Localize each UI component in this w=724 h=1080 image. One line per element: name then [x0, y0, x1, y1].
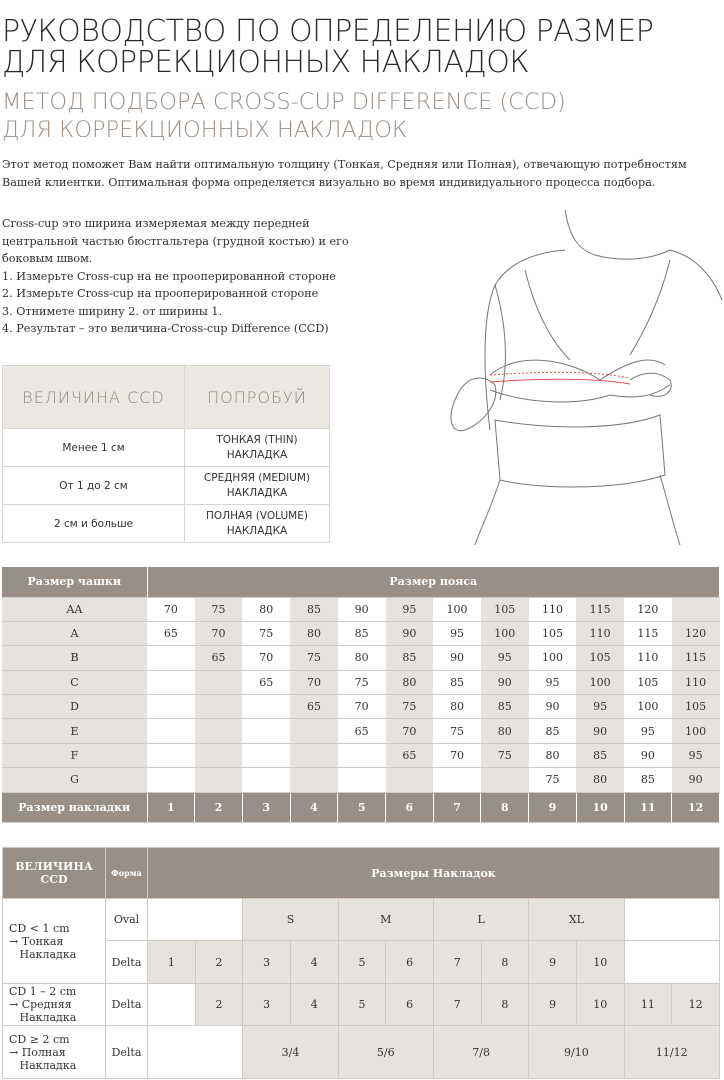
table-cell: 105: [672, 695, 720, 719]
table-cell: 115: [576, 597, 624, 621]
table-cell: 12: [672, 984, 720, 1026]
table-cell: 3: [243, 941, 291, 984]
table-cell: 1: [148, 941, 196, 984]
pad-size: 8: [481, 792, 529, 822]
table-cell: 75: [242, 621, 290, 645]
table-cell: 85: [338, 621, 386, 645]
table-cell: M: [338, 899, 433, 941]
table-cell: [624, 941, 719, 984]
instruction-line: Cross-cup это ширина измеряемая между передней: [2, 217, 310, 230]
table-cell: 75: [529, 768, 577, 792]
table-cell: 2 см и больше: [3, 505, 185, 543]
table-cell: 90: [481, 670, 529, 694]
cup-size: AA: [2, 597, 147, 621]
table-cell: 80: [433, 695, 481, 719]
cup-size: A: [2, 621, 147, 645]
table-cell: 4: [290, 984, 338, 1026]
table-cell: Delta: [106, 1026, 148, 1079]
table-cell: [195, 743, 243, 767]
table-cell: [148, 899, 243, 941]
header-ccd: ВЕЛИЧИНА CCD: [3, 366, 185, 429]
table-row: [2, 621, 720, 645]
table-cell: [148, 1026, 243, 1079]
table-cell: [147, 743, 195, 767]
table-cell: 100: [481, 621, 529, 645]
table-cell: [290, 743, 338, 767]
table-cell: 95: [386, 597, 434, 621]
table-cell: 80: [242, 597, 290, 621]
instruction-line: 4. Результат – это величина-Cross-cup Difference (CCD): [2, 322, 329, 335]
table-cell: 80: [576, 768, 624, 792]
table-cell: 4: [290, 941, 338, 984]
table-cell: 6: [386, 941, 434, 984]
table-cell: [242, 695, 290, 719]
table-row: [3, 1026, 720, 1079]
table-cell: 105: [481, 597, 529, 621]
table-cell: 115: [672, 646, 720, 670]
page-title-line1: РУКОВОДСТВО ПО ОПРЕДЕЛЕНИЮ РАЗМЕР: [2, 14, 654, 49]
table-cell: 7: [433, 941, 481, 984]
table-cell: 70: [195, 621, 243, 645]
table-cell: ПОЛНАЯ (VOLUME) НАКЛАДКА: [185, 505, 330, 543]
table-cell: 75: [290, 646, 338, 670]
table-cell: Менее 1 см: [3, 429, 185, 467]
table-cell: 11: [624, 984, 672, 1026]
table-cell: 85: [481, 695, 529, 719]
table-cell: Oval: [106, 899, 148, 941]
table-row: [2, 597, 720, 621]
table-cell: 75: [195, 597, 243, 621]
table-cell: [195, 695, 243, 719]
table-cell: 11/12: [624, 1026, 719, 1079]
table-row: [3, 467, 330, 505]
pad-size: 7: [433, 792, 481, 822]
table-cell: 95: [433, 621, 481, 645]
table-cell: 70: [242, 646, 290, 670]
table-cell: S: [243, 899, 338, 941]
table-cell: 115: [624, 621, 672, 645]
table-cell: 100: [624, 695, 672, 719]
table-cell: 3: [243, 984, 291, 1026]
table-cell: 65: [242, 670, 290, 694]
table-row: [3, 505, 330, 543]
table-cell: [195, 670, 243, 694]
table-row: [2, 792, 720, 822]
table-cell: [672, 597, 720, 621]
table-cell: 70: [433, 743, 481, 767]
cup-size: E: [2, 719, 147, 743]
table-cell: 120: [672, 621, 720, 645]
table-cell: 85: [624, 768, 672, 792]
table-cell: СРЕДНЯЯ (MEDIUM) НАКЛАДКА: [185, 467, 330, 505]
pad-size-label: Размер накладки: [2, 792, 147, 822]
pad-size: 5: [338, 792, 386, 822]
table-cell: 8: [481, 941, 529, 984]
cup-size: F: [2, 743, 147, 767]
table-cell: 100: [576, 670, 624, 694]
table-cell: 65: [147, 621, 195, 645]
table-cell: [147, 646, 195, 670]
table-cell: 65: [195, 646, 243, 670]
table-row: [3, 429, 330, 467]
table-cell: 105: [624, 670, 672, 694]
table-row: [3, 848, 720, 899]
intro-line2: Вашей клиентки. Оптимальная форма определяется визуально во время индивидуального процесса подбора.: [2, 176, 656, 189]
table-cell: 7/8: [433, 1026, 528, 1079]
header-sizes: Размеры Накладок: [148, 848, 720, 899]
header-try: ПОПРОБУЙ: [185, 366, 330, 429]
table-row: [2, 670, 720, 694]
table-cell: 65: [338, 719, 386, 743]
table-cell: 9: [529, 941, 577, 984]
table-row: [3, 984, 720, 1026]
intro-line1: Этот метод поможет Вам найти оптимальную толщину (Тонкая, Средняя или Полная), отвечающую потребностям: [2, 158, 687, 171]
instruction-line: 3. Отнимете ширину 2. от ширины 1.: [2, 304, 223, 318]
table-row: [2, 768, 720, 792]
table-cell: От 1 до 2 см: [3, 467, 185, 505]
table-cell: 90: [576, 719, 624, 743]
cup-size: G: [2, 768, 147, 792]
table-cell: 85: [290, 597, 338, 621]
table-cell: [147, 768, 195, 792]
table-cell: 90: [386, 621, 434, 645]
table-cell: [147, 695, 195, 719]
table-cell: 110: [576, 621, 624, 645]
table-cell: 120: [624, 597, 672, 621]
table-cell: 8: [481, 984, 529, 1026]
table-cell: [195, 719, 243, 743]
table-cell: 10: [576, 941, 624, 984]
table-cell: 95: [576, 695, 624, 719]
table-cell: 80: [338, 646, 386, 670]
table-cell: 90: [672, 768, 720, 792]
instruction-line: центральной частью бюстгальтера (грудной костью) и его: [2, 234, 349, 248]
table-cell: XL: [529, 899, 624, 941]
pad-size: 1: [147, 792, 195, 822]
page-title-line2: ДЛЯ КОРРЕКЦИОННЫХ НАКЛАДОК: [2, 45, 530, 80]
table-cell: 85: [433, 670, 481, 694]
table-cell: 80: [481, 719, 529, 743]
table-cell: [338, 743, 386, 767]
pad-size: 6: [386, 792, 434, 822]
table-cell: 95: [624, 719, 672, 743]
table-cell: [242, 743, 290, 767]
table-row: [2, 695, 720, 719]
table-cell: 95: [672, 743, 720, 767]
cup-size: C: [2, 670, 147, 694]
header-cup-size: Размер чашки: [2, 567, 147, 597]
table-cell: 85: [576, 743, 624, 767]
instruction-line: боковым швом.: [2, 252, 93, 265]
table-cell: [290, 719, 338, 743]
table-cell: 80: [529, 743, 577, 767]
table-cell: [242, 768, 290, 792]
table-cell: L: [433, 899, 528, 941]
pad-size: 9: [529, 792, 577, 822]
table-cell: [433, 768, 481, 792]
pad-size: 3: [242, 792, 290, 822]
header-form: Форма: [106, 848, 148, 899]
table-cell: 90: [529, 695, 577, 719]
table-cell: [290, 768, 338, 792]
table-cell: [147, 719, 195, 743]
cup-size: D: [2, 695, 147, 719]
table-cell: [481, 768, 529, 792]
pad-size: 4: [290, 792, 338, 822]
table-cell: [148, 984, 196, 1026]
table-cell: 90: [338, 597, 386, 621]
table-row: [2, 646, 720, 670]
table-cell: 75: [433, 719, 481, 743]
bra-measurement-illustration: [330, 190, 724, 545]
table-cell: 95: [481, 646, 529, 670]
table-cell: 70: [290, 670, 338, 694]
table-cell: 2: [195, 941, 243, 984]
table-cell: 110: [624, 646, 672, 670]
table-cell: 65: [290, 695, 338, 719]
table-row: [3, 941, 720, 984]
table-cell: 105: [576, 646, 624, 670]
belt-size-table: [2, 567, 720, 823]
table-row: [3, 366, 330, 429]
table-cell: Delta: [106, 984, 148, 1026]
table-cell: 100: [672, 719, 720, 743]
pad-size: 11: [624, 792, 672, 822]
pad-size-table: [2, 847, 720, 1079]
table-cell: 9: [529, 984, 577, 1026]
table-row: [3, 899, 720, 941]
table-cell: 7: [433, 984, 481, 1026]
table-cell: CD < 1 cm → Тонкая Накладка: [3, 899, 106, 984]
table-cell: 2: [195, 984, 243, 1026]
header-ccd: ВЕЛИЧИНА CCD: [3, 848, 106, 899]
table-cell: CD ≥ 2 cm → Полная Накладка: [3, 1026, 106, 1079]
instruction-line: 1. Измерьте Cross-cup на не прооперированной стороне: [2, 269, 336, 283]
table-cell: [624, 899, 719, 941]
table-row: [2, 719, 720, 743]
table-cell: 95: [529, 670, 577, 694]
table-cell: 75: [338, 670, 386, 694]
table-cell: 9/10: [529, 1026, 624, 1079]
table-cell: 90: [433, 646, 481, 670]
cup-size: B: [2, 646, 147, 670]
instruction-line: 2. Измерьте Cross-cup на прооперированной стороне: [2, 287, 319, 300]
pad-size: 12: [672, 792, 720, 822]
ccd-recommendation-table: [2, 365, 330, 543]
subtitle-line2: ДЛЯ КОРРЕКЦИОННЫХ НАКЛАДОК: [2, 117, 408, 143]
table-cell: [386, 768, 434, 792]
table-cell: Delta: [106, 941, 148, 984]
table-cell: 80: [290, 621, 338, 645]
table-cell: 6: [386, 984, 434, 1026]
table-cell: 110: [529, 597, 577, 621]
table-cell: 70: [147, 597, 195, 621]
table-cell: 5/6: [338, 1026, 433, 1079]
table-cell: 70: [338, 695, 386, 719]
header-belt-size: Размер пояса: [147, 567, 720, 597]
subtitle-line1: МЕТОД ПОДБОРА CROSS-CUP DIFFERENCE (CCD): [2, 89, 566, 115]
table-cell: [338, 768, 386, 792]
table-cell: 65: [386, 743, 434, 767]
table-cell: 85: [386, 646, 434, 670]
table-cell: 85: [529, 719, 577, 743]
table-row: [2, 567, 720, 597]
table-cell: 5: [338, 984, 386, 1026]
table-row: [2, 743, 720, 767]
table-cell: 105: [529, 621, 577, 645]
table-cell: 75: [481, 743, 529, 767]
table-cell: 5: [338, 941, 386, 984]
table-cell: 10: [576, 984, 624, 1026]
table-cell: 75: [386, 695, 434, 719]
table-cell: 3/4: [243, 1026, 338, 1079]
table-cell: [242, 719, 290, 743]
table-cell: ТОНКАЯ (THIN) НАКЛАДКА: [185, 429, 330, 467]
table-cell: 100: [529, 646, 577, 670]
table-cell: CD 1 – 2 cm → Средняя Накладка: [3, 984, 106, 1026]
table-cell: [195, 768, 243, 792]
pad-size: 10: [576, 792, 624, 822]
table-cell: 100: [433, 597, 481, 621]
table-cell: 110: [672, 670, 720, 694]
table-cell: 80: [386, 670, 434, 694]
table-cell: 90: [624, 743, 672, 767]
table-cell: 70: [386, 719, 434, 743]
pad-size: 2: [195, 792, 243, 822]
table-cell: [147, 670, 195, 694]
